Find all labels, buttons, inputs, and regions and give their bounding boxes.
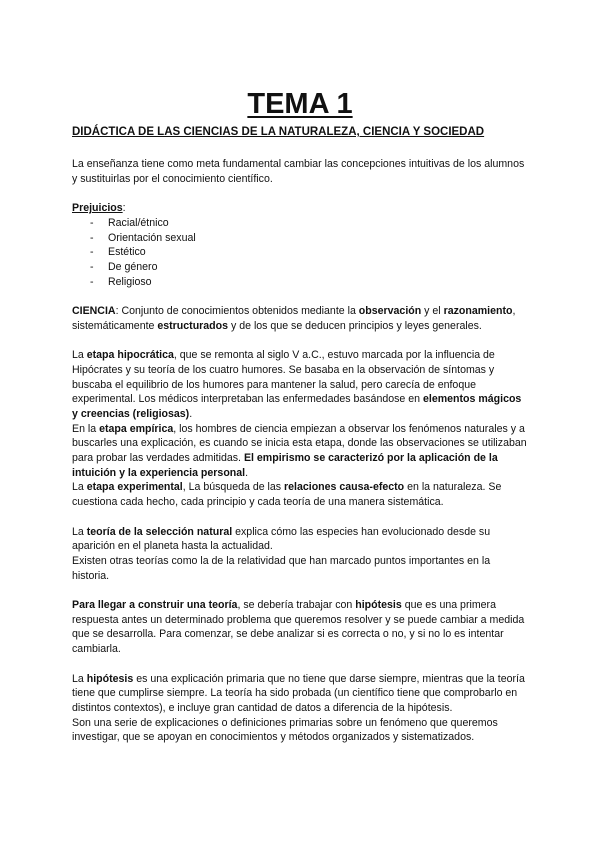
page-title: TEMA 1	[247, 88, 353, 120]
list-item: - Orientación sexual	[72, 231, 530, 246]
prejuicios-heading: Prejuicios:	[72, 202, 126, 215]
final-paragraph: Son una serie de explicaciones o definiciones primarias sobre un fenómeno que queremos investigar, que se apoyan en conocimientos y métodos organizados y sistematizados.	[72, 716, 498, 744]
prejuicios-list	[72, 216, 530, 290]
list-item: - Religioso	[72, 275, 530, 290]
document-body	[72, 157, 530, 745]
etapa-empirica-paragraph: En la etapa empírica, los hombres de ciencia empiezan a observar los fenómenos naturales y a buscarles una explicación, es cuando se inicia esta etapa, donde las observaciones se utilizaban para probar las verdades admitidas. El empirismo se caracterizó por la aplicación de la intuición y la experiencia personal.	[72, 422, 527, 479]
etapa-experimental-paragraph: La etapa experimental, La búsqueda de las relaciones causa-efecto en la naturaleza. Se cuestiona cada hecho, cada principio y cada teoría de una manera sistemática.	[72, 481, 502, 509]
hipotesis-paragraph: La hipótesis es una explicación primaria que no tiene que darse siempre, mientras que la teoría tiene que cumplirse siempre. La teoría ha sido probada (un científico tiene que comprobarlo en distintos contextos), e incluye gran cantidad de datos a diferencia de la hipótesis.	[72, 672, 525, 714]
intro-paragraph: La enseñanza tiene como meta fundamental cambiar las concepciones intuitivas de los alumnos y sustituirlas por el conocimiento científico.	[72, 158, 525, 185]
etapa-hipocratica-paragraph: La etapa hipocrática, que se remonta al siglo V a.C., estuvo marcada por la influencia de Hipócrates y su teoría de los cuatro humores. Se basaba en la observación de síntomas y buscaba el equilibrio de los humores para mantener la salud, pero carecía de enfoque experimental. Los médicos interpretaban las enfermedades basándose en elementos mágicos y creencias (religiosas).	[72, 349, 522, 420]
list-item: - Racial/étnico	[72, 216, 530, 231]
list-item: - De género	[72, 260, 530, 275]
construir-teoria-paragraph: Para llegar a construir una teoría, se debería trabajar con hipótesis que es una primera respuesta antes un determinado problema que queremos resolver y se puede cambiar a medida que se desarrolla. Para comenzar, se debe analizar si es correcta o no, y si no lo es intentar cambiarla.	[72, 599, 525, 656]
page-subtitle: DIDÁCTICA DE LAS CIENCIAS DE LA NATURALEZA, CIENCIA Y SOCIEDAD	[72, 126, 485, 138]
ciencia-definition: CIENCIA: Conjunto de conocimientos obtenidos mediante la observación y el razonamiento, sistemáticamente estructurados y de los que se deducen principios y leyes generales.	[72, 305, 516, 332]
seleccion-natural-paragraph: La teoría de la selección natural explica cómo las especies han evolucionado desde su aparición en el planeta hasta la actualidad.	[72, 525, 491, 553]
otras-teorias-paragraph: Existen otras teorías como la de la relatividad que han marcado puntos importantes en la historia.	[72, 554, 491, 582]
list-item: - Estético	[72, 245, 530, 260]
